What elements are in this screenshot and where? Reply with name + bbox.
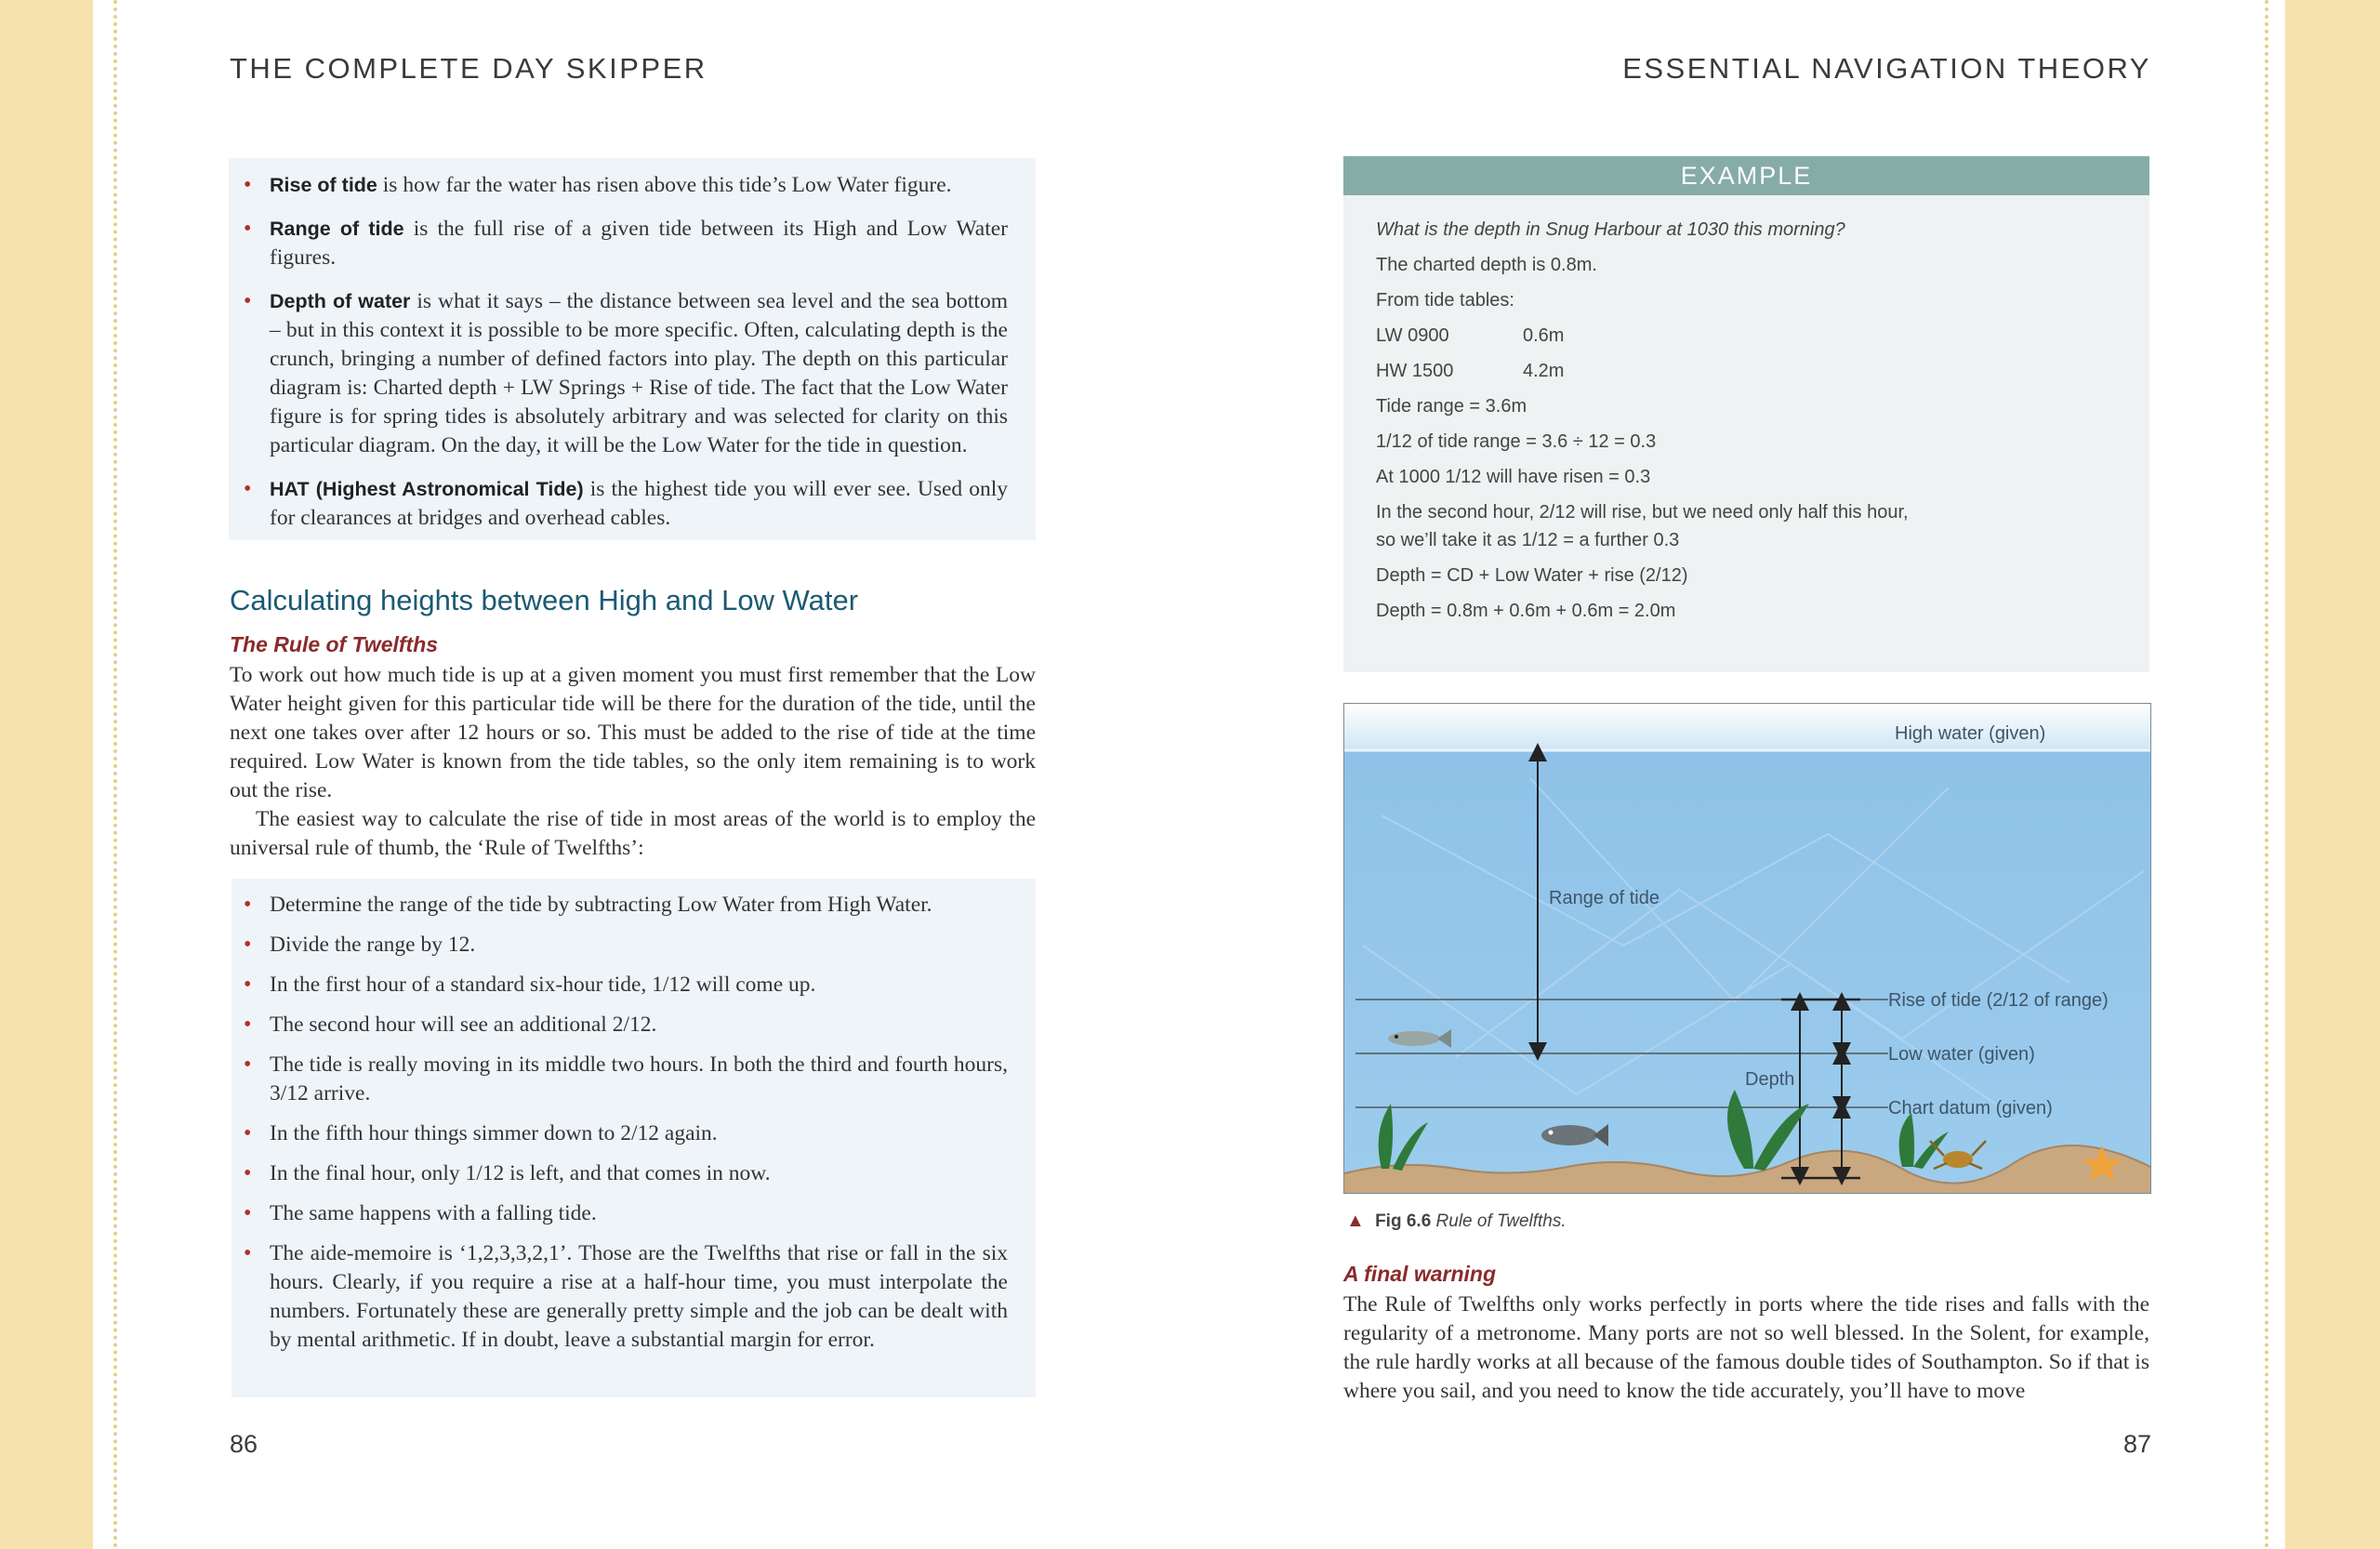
right-dotted-border [2265, 0, 2268, 1549]
example-question: What is the depth in Snug Harbour at 1030 this morning? [1376, 219, 1845, 240]
definitions-box [229, 158, 1036, 540]
example-line: In the second hour, 2/12 will rise, but we need only half this hour, [1376, 502, 1909, 523]
definitions-list [238, 171, 1008, 533]
paragraph: To work out how much tide is up at a given moment you must first remember that the Low Water height given for this particular tide will be there for the duration of the tide, until the next one takes over after 12 hours or so. This must be added to the rise of tide at the time required. Low Water is known from the tide tables, so the only item remaining is to work out the rise. [230, 663, 1036, 802]
definition-item: • Range of tide is the full rise of a given tide between its High and Low Water figures. [238, 215, 1008, 272]
range-label: Range of tide [1549, 888, 1659, 908]
high-water-label: High water (given) [1895, 723, 2046, 744]
example-line: 1/12 of tide range = 3.6 ÷ 12 = 0.3 [1376, 431, 1657, 452]
right-page-number: 87 [2122, 1430, 2151, 1458]
body-text [230, 661, 1036, 863]
example-line: From tide tables: [1376, 290, 1514, 311]
hw-label: HW 1500 [1376, 361, 1454, 381]
tide-diagram [1344, 704, 2150, 1193]
example-box [1343, 195, 2149, 672]
example-heading: EXAMPLE [1343, 156, 2149, 195]
rule-item: • Divide the range by 12. [238, 931, 1008, 960]
caption-label: Fig 6.6 [1375, 1211, 1432, 1231]
rule-item: • In the final hour, only 1/12 is left, and that comes in now. [238, 1159, 1008, 1188]
left-dotted-border [113, 0, 117, 1549]
hw-value: 4.2m [1523, 361, 1565, 381]
example-result: Depth = 0.8m + 0.6m + 0.6m = 2.0m [1376, 601, 1676, 621]
left-page-number: 86 [230, 1430, 258, 1458]
definition-item: • Rise of tide is how far the water has risen above this tide’s Low Water figure. [238, 171, 1008, 200]
example-line: so we’ll take it as 1/12 = a further 0.3 [1376, 530, 1680, 550]
rule-item: • In the fifth hour things simmer down to 2/12 again. [238, 1119, 1008, 1148]
subsection-title: The Rule of Twelfths [230, 632, 439, 656]
rule-item: • The tide is really moving in its middle two hours. In both the third and fourth hours, 3/12 arrive. [238, 1051, 1008, 1108]
rule-item: • Determine the range of the tide by subtracting Low Water from High Water. [238, 891, 1008, 920]
paragraph: The Rule of Twelfths only works perfectly in ports where the tide rises and falls with the regularity of a metronome. Many ports are not so well blessed. In the Solent, for example, the rule hardly works at all because of the famous double tides of Southampton. So if that is where you sail, and you need to know the tide accurately, you’ll have to move [1343, 1292, 2149, 1403]
rule-item: • The aide-memoire is ‘1,2,3,3,2,1’. Those are the Twelfths that rise or fall in the six hours. Clearly, if you require a rise at a half-hour time, you must interpolate the numbers. Fortunately these are generally pretty simple and the job can be dealt with by mental arithmetic. If in doubt, leave a substantial margin for error. [238, 1239, 1008, 1355]
paragraph: The easiest way to calculate the rise of tide in most areas of the world is to employ the universal rule of thumb, the ‘Rule of Twelfths’: [230, 807, 1036, 860]
rule-item: • In the first hour of a standard six-hour tide, 1/12 will come up. [238, 971, 1008, 1000]
example-line: Depth = CD + Low Water + rise (2/12) [1376, 565, 1688, 586]
definition-item: • HAT (Highest Astronomical Tide) is the highest tide you will ever see. Used only for clearances at bridges and overhead cables. [238, 475, 1008, 533]
rules-box [231, 879, 1036, 1397]
rule-item: • The same happens with a falling tide. [238, 1199, 1008, 1228]
warning-title: A final warning [1343, 1262, 1496, 1286]
warning-text [1343, 1291, 2149, 1406]
example-hw-row [1376, 361, 1655, 382]
example-lw-row [1376, 325, 1655, 347]
chart-datum-label: Chart datum (given) [1888, 1098, 2053, 1119]
figure-caption [1346, 1211, 1567, 1232]
example-line: At 1000 1/12 will have risen = 0.3 [1376, 467, 1651, 487]
definition-item: • Depth of water is what it says – the distance between sea level and the sea bottom – but in this context it is possible to be more specific. Often, calculating depth is the crunch, bringing a number of defined factors into play. The depth on this particular diagram is: Charted depth + LW Springs + Rise of tide. The fact that the Low Water figure is for spring tides is absolutely arbitrary and was selected for clarity on this particular diagram. On the day, it will be the Low Water for the tide in question. [238, 287, 1008, 460]
low-water-label: Low water (given) [1888, 1044, 2035, 1065]
caption-text: Rule of Twelfths. [1435, 1211, 1567, 1231]
left-running-head: THE COMPLETE DAY SKIPPER [230, 52, 707, 85]
rule-item: • The second hour will see an additional 2/12. [238, 1011, 1008, 1039]
rule-of-twelfths-figure [1343, 703, 2151, 1194]
rise-label: Rise of tide (2/12 of range) [1888, 990, 2109, 1011]
lw-value: 0.6m [1523, 325, 1565, 346]
lw-label: LW 0900 [1376, 325, 1449, 346]
right-running-head: ESSENTIAL NAVIGATION THEORY [1622, 52, 2151, 85]
caption-arrow-icon: ▲ [1346, 1211, 1365, 1231]
example-line: The charted depth is 0.8m. [1376, 255, 1597, 275]
depth-label: Depth [1745, 1069, 1795, 1090]
section-title: Calculating heights between High and Low Water [230, 584, 859, 616]
example-line: Tide range = 3.6m [1376, 396, 1527, 417]
rules-list [238, 891, 1008, 1355]
